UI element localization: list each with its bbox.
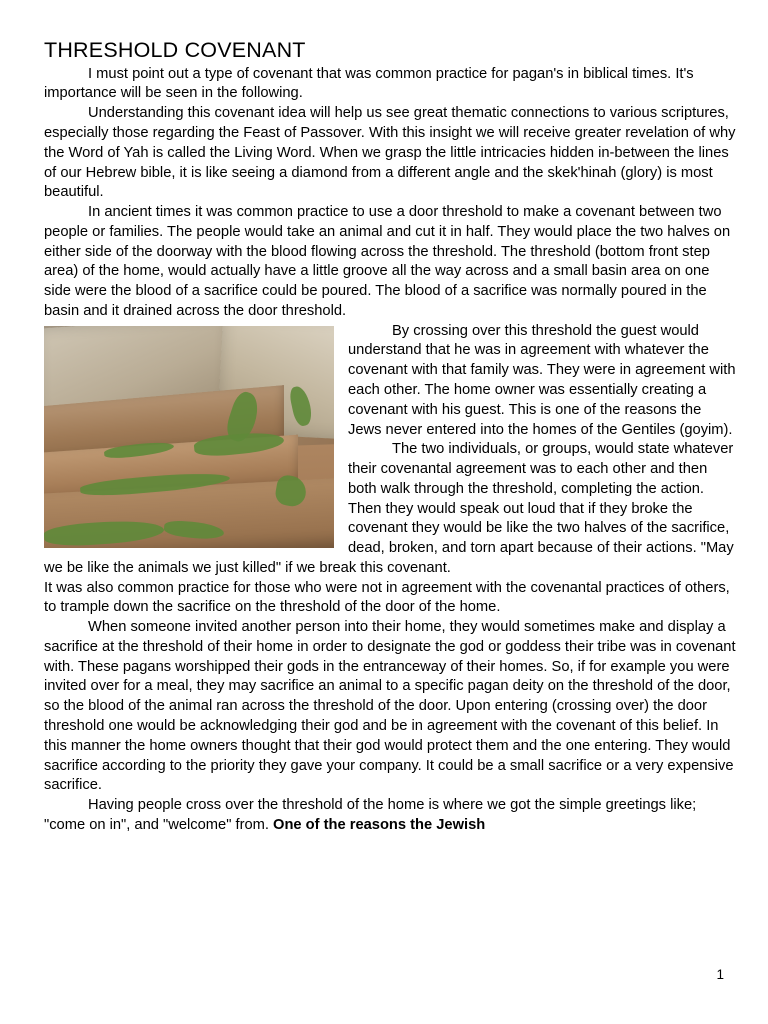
paragraph-8-lead: Having people cross over the threshold of the home is where we got the simple greetings like; "come on in", and "welcome" from. bbox=[44, 797, 697, 833]
page-number: 1 bbox=[716, 967, 724, 982]
document-body bbox=[44, 65, 738, 836]
page-title: THRESHOLD COVENANT bbox=[44, 38, 306, 62]
photo-background bbox=[44, 326, 334, 548]
paragraph-2: Understanding this covenant idea will help us see great thematic connections to various scriptures, especially those regarding the Feast of Passover. With this insight we will receive greater revelation of why the Word of Yah is called the Living Word. When we grasp the little intricacies hidden in-between the lines of our Hebrew bible, it is like seeing a diamond from a different angle and the skek'hinah (glory) is most beautiful. bbox=[44, 105, 736, 201]
paragraph-4: By crossing over this threshold the guest would understand that he was in agreement with whatever the covenant with that family was. They were in agreement with each other. The home owner was essentially creating a covenant with his guest. This is one of the reasons the Jews never entered into the homes of the Gentiles (goyim). bbox=[348, 322, 736, 438]
paragraph-1: I must point out a type of covenant that was common practice for pagan's in biblical times. It's importance will be seen in the following. bbox=[44, 65, 694, 102]
paragraph-7: When someone invited another person into their home, they would sometimes make and display a sacrifice at the threshold of their home in order to designate the god or goddess their tribe was in covenant with. These pagans worshipped their gods in the entranceway of their homes. So, if for example you were invited over for a meal, they may sacrifice an animal to a specific pagan deity on the threshold of the door, so the blood of the animal ran across the threshold of the door. Upon entering (crossing over) the door threshold one would be acknowledging their god and be in agreement with the covenant of this belief. In this manner the home owners thought that their god would protect them and the one entering. They would sacrifice according to the priority they gave your company. It could be a small sacrifice or a very expensive sacrifice. bbox=[44, 619, 736, 794]
paragraph-8 bbox=[44, 796, 738, 836]
paragraph-6: It was also common practice for those who were not in agreement with the covenantal practices of others, to trample down the sacrifice on the threshold of the door of the home. bbox=[44, 579, 730, 616]
paragraph-8-bold-tail: One of the reasons the Jewish bbox=[273, 816, 486, 833]
paragraph-5: The two individuals, or groups, would state whatever their covenantal agreement was to each other and then both walk through the threshold, completing the action. Then they would speak out loud that if they broke the covenant they would be like the two halves of the sacrifice, dead, broken, and torn apart because of their actions. "May we be like the animals we just killed" if we break this covenant. bbox=[44, 441, 734, 576]
threshold-steps-image bbox=[44, 326, 334, 548]
paragraph-3: In ancient times it was common practice to use a door threshold to make a covenant between two people or families. The people would take an animal and cut it in half. They would place the two halves on either side of the doorway with the blood flowing across the threshold. The threshold (bottom front step area) of the home, would actually have a little groove all the way across and a small basin area on one side were the blood of a sacrifice could be poured. The blood of a sacrifice was normally poured in the basin and it drained across the door threshold. bbox=[44, 204, 731, 319]
